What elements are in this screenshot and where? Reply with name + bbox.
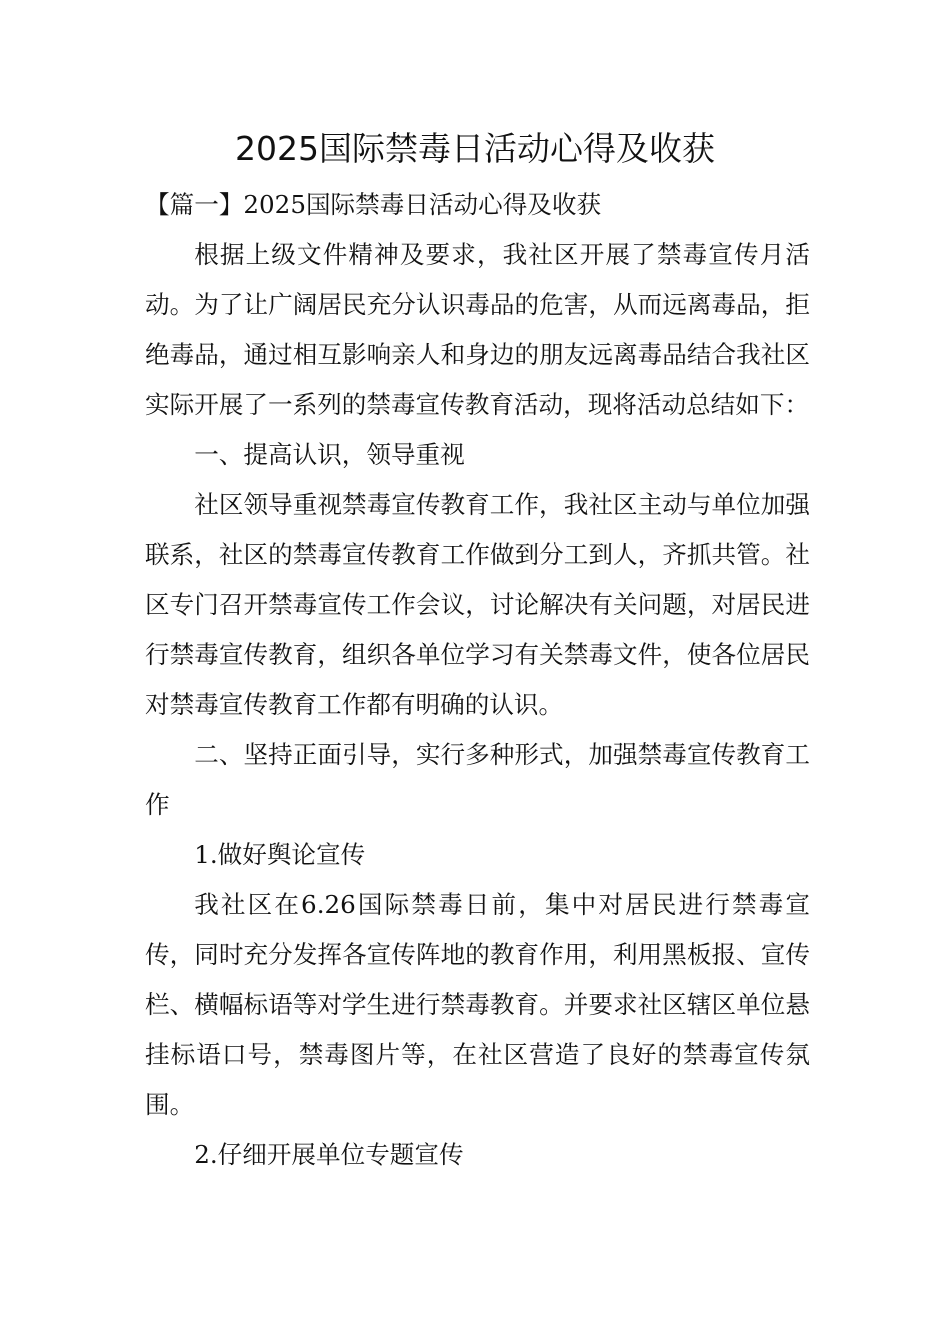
heading-two: 二、坚持正面引导，实行多种形式，加强禁毒宣传教育工作 (145, 740, 810, 819)
publicity-paragraph: 我社区在6.26国际禁毒日前，集中对居民进行禁毒宣传，同时充分发挥各宣传阵地的教育作用，利用黑板报、宣传栏、横幅标语等对学生进行禁毒教育。并要求社区辖区单位悬挂标语口号，禁毒图片等，在社区营造了良好的禁毒宣传氛围。 (145, 890, 810, 1119)
subheading-two: 2.仔细开展单位专题宣传 (194, 1140, 464, 1169)
document-title: 2025国际禁毒日活动心得及收获 (235, 129, 715, 168)
section-heading: 【篇一】2025国际禁毒日活动心得及收获 (145, 190, 602, 219)
subheading-one: 1.做好舆论宣传 (194, 840, 366, 869)
intro-paragraph: 根据上级文件精神及要求，我社区开展了禁毒宣传月活动。为了让广阔居民充分认识毒品的危害，从而远离毒品，拒绝毒品，通过相互影响亲人和身边的朋友远离毒品结合我社区实际开展了一系列的禁毒宣传教育活动，现将活动总结如下： (145, 240, 810, 419)
leadership-paragraph: 社区领导重视禁毒宣传教育工作，我社区主动与单位加强联系，社区的禁毒宣传教育工作做到分工到人，齐抓共管。社区专门召开禁毒宣传工作会议，讨论解决有关问题，对居民进行禁毒宣传教育，组织各单位学习有关禁毒文件，使各位居民对禁毒宣传教育工作都有明确的认识。 (145, 490, 810, 719)
document-body (145, 180, 810, 1180)
heading-one: 一、提高认识，领导重视 (194, 440, 465, 469)
